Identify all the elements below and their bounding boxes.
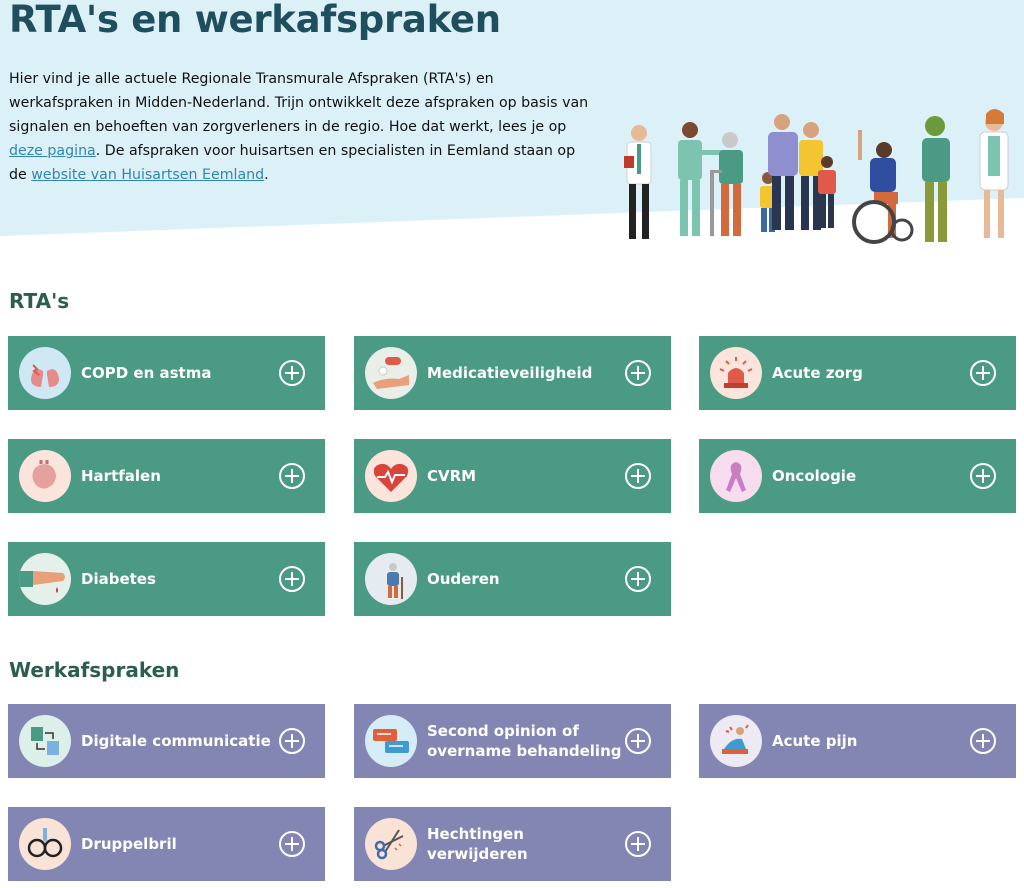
ribbon-icon (710, 450, 762, 502)
plus-icon[interactable] (625, 831, 651, 857)
heartbeat-icon (365, 450, 417, 502)
plus-icon[interactable] (279, 360, 305, 386)
plus-icon[interactable] (625, 566, 651, 592)
plus-icon[interactable] (625, 463, 651, 489)
plus-icon[interactable] (279, 566, 305, 592)
pills-hand-icon (365, 347, 417, 399)
card-label: Druppelbril (81, 835, 177, 853)
pain-icon (710, 715, 762, 767)
card-label: Acute zorg (772, 364, 863, 382)
card-label: COPD en astma (81, 364, 212, 382)
rta-card-diabetes[interactable] (8, 542, 325, 616)
rta-card-oncologie[interactable] (699, 439, 1016, 513)
rta-card-cvrm[interactable] (354, 439, 671, 513)
card-label: Medicatieveiligheid (427, 364, 593, 382)
page-title: RTA's en werkafspraken (9, 0, 501, 41)
werk-card-digitale-communicatie[interactable] (8, 704, 325, 778)
werkafspraken-section-title: Werkafspraken (9, 658, 180, 682)
huisartsen-eemland-link[interactable]: website van Huisartsen Eemland (31, 167, 265, 183)
card-label: Second opinion of overname behandeling (427, 722, 622, 760)
card-label: Ouderen (427, 570, 500, 588)
plus-icon[interactable] (970, 728, 996, 754)
card-label: Hartfalen (81, 467, 161, 485)
finger-prick-icon (19, 553, 71, 605)
plus-icon[interactable] (625, 728, 651, 754)
documents-exchange-icon (19, 715, 71, 767)
rta-card-acute-zorg[interactable] (699, 336, 1016, 410)
rta-card-ouderen[interactable] (354, 542, 671, 616)
chat-bubbles-icon (365, 715, 417, 767)
heart-organ-icon (19, 450, 71, 502)
card-label: CVRM (427, 467, 477, 485)
plus-icon[interactable] (279, 831, 305, 857)
werk-card-druppelbril[interactable] (8, 807, 325, 881)
rta-section-title: RTA's (9, 289, 70, 313)
card-label: Diabetes (81, 570, 156, 588)
intro-text: Hier vind je alle actuele Regionale Transmurale Afspraken (RTA's) en werkafspraken in Midden-Nederland. Trijn ontwikkelt deze afspraken op basis van signalen en behoeften van zorgverleners in de regio. Hoe dat werkt, lees je op deze pagina. De afspraken voor huisartsen en specialisten in Eemland staan op de website van Huisartsen Eemland. (9, 71, 589, 183)
plus-icon[interactable] (970, 463, 996, 489)
lungs-icon (19, 347, 71, 399)
scissors-icon (365, 818, 417, 870)
card-label: Acute pijn (772, 732, 858, 750)
deze-pagina-link[interactable]: deze pagina (9, 143, 96, 159)
werk-card-hechtingen-verwijderen[interactable] (354, 807, 671, 881)
card-label: Oncologie (772, 467, 857, 485)
rta-card-copd-en-astma[interactable] (8, 336, 325, 410)
siren-icon (710, 347, 762, 399)
card-label: Digitale communicatie (81, 732, 271, 750)
people-illustration (612, 100, 1024, 250)
plus-icon[interactable] (625, 360, 651, 386)
rta-card-hartfalen[interactable] (8, 439, 325, 513)
rta-card-medicatieveiligheid[interactable] (354, 336, 671, 410)
werk-card-acute-pijn[interactable] (699, 704, 1016, 778)
card-label: Hechtingen verwijderen (427, 825, 528, 863)
plus-icon[interactable] (970, 360, 996, 386)
elderly-person-icon (365, 553, 417, 605)
plus-icon[interactable] (279, 728, 305, 754)
glasses-drop-icon (19, 818, 71, 870)
werk-card-second-opinion[interactable] (354, 704, 671, 778)
plus-icon[interactable] (279, 463, 305, 489)
